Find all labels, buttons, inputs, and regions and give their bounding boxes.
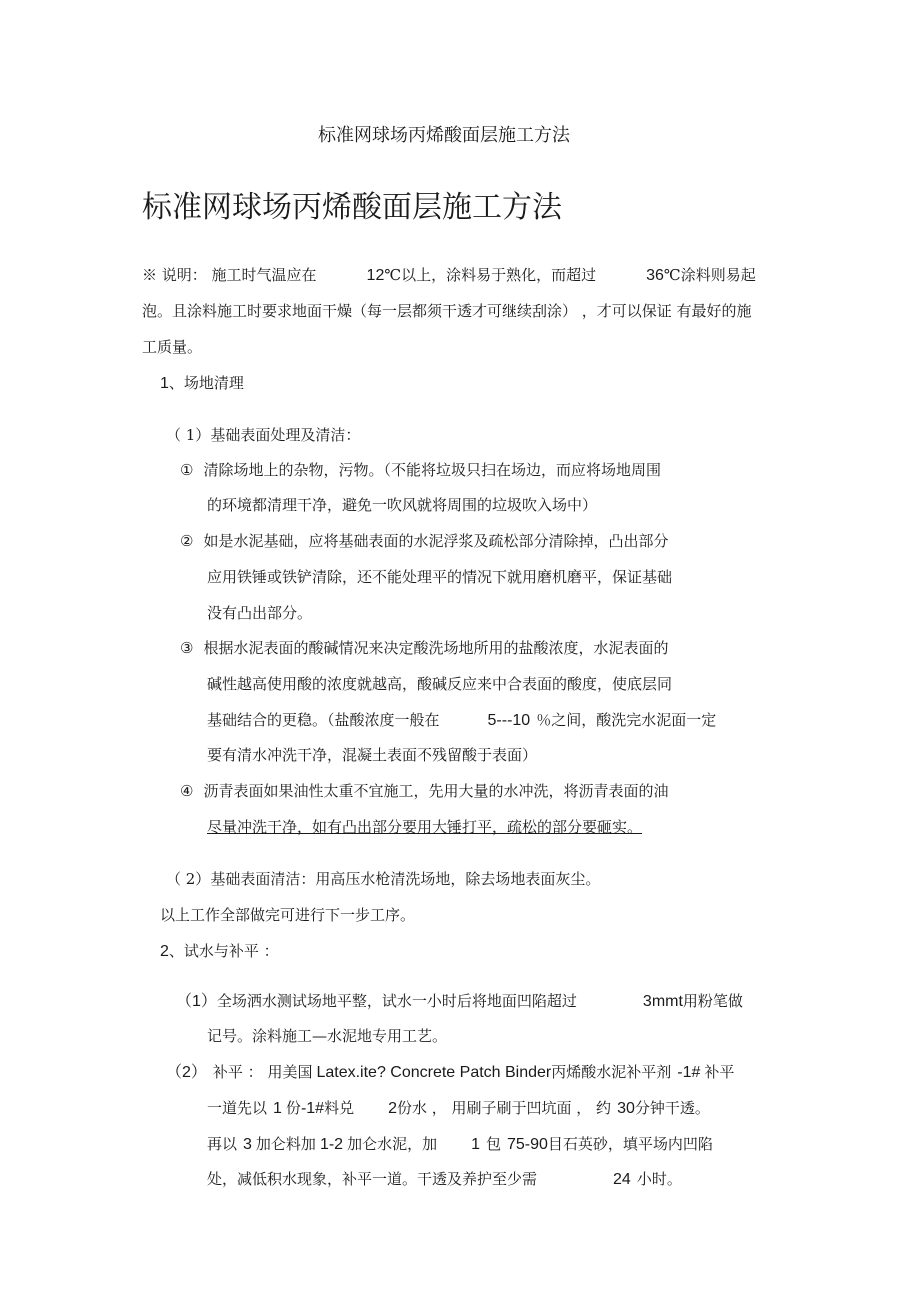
product-name: Latex.ite? Concrete Patch Binder: [316, 1064, 552, 1081]
paragraph-number: （1）: [176, 993, 217, 1010]
note-line-2: 泡。且涂料施工时要求地面干燥（每一层都须干透才可继续刮涂） ，才可以保证 有最好的施: [142, 302, 752, 320]
paragraph-text: 份: [285, 1099, 301, 1117]
paragraph-text: 再以: [207, 1135, 238, 1153]
item-marker: ②: [180, 532, 194, 550]
item-3-line-3: [207, 710, 716, 731]
item-1-line-2: 的环境都清理干净，避免一吹风就将周围的垃圾吹入场中）: [207, 496, 598, 514]
item-3-line-4: 要有清水冲洗干净，混凝土表面不残留酸于表面）: [207, 746, 538, 764]
note-line-3: 工质量。: [142, 338, 203, 356]
paragraph-text: 用粉笔做: [682, 992, 743, 1010]
item-value: 5---10: [487, 712, 531, 729]
subsection-1-1: [166, 425, 360, 445]
paragraph-text: 加仑料加: [255, 1135, 316, 1153]
paragraph-text: 加仑水泥，加: [347, 1135, 438, 1153]
paragraph-value: -1#: [300, 1100, 325, 1117]
paragraph-2-2-line-1: [166, 1062, 734, 1083]
paragraph-value: 1-2: [319, 1136, 344, 1153]
main-title: 标准网球场丙烯酸面层施工方法: [142, 190, 562, 225]
item-text: 基础结合的更稳。（盐酸浓度一般在: [207, 711, 440, 729]
paragraph-2-2-line-3: [207, 1134, 713, 1155]
paragraph-2-2-line-4: [207, 1169, 682, 1190]
paragraph-2-1-line-2: 记号。涂料施工—水泥地专用工艺。: [207, 1027, 448, 1045]
section-number: 1: [160, 375, 169, 392]
paragraph-2-2-line-2: [207, 1098, 710, 1119]
item-2-line-1: [180, 531, 668, 551]
paragraph-text: 丙烯酸水泥补平剂: [551, 1063, 672, 1081]
note-value: 12: [366, 267, 385, 284]
section-title: 、试水与补平 ：: [168, 942, 279, 960]
item-2-line-2: 应用铁锤或铁铲清除，还不能处理平的情况下就用磨机磨平，保证基础: [207, 568, 673, 586]
paragraph-value: 1: [471, 1136, 480, 1153]
paragraph-number: （2）: [166, 1064, 207, 1081]
item-marker: ①: [180, 461, 194, 479]
paragraph-text: 全场洒水测试场地平整，试水一小时后将地面凹陷超过: [216, 992, 577, 1010]
subsection-1-2: [166, 869, 600, 889]
paragraph-value: 75-90: [507, 1136, 548, 1153]
note-line-1: [142, 265, 756, 286]
paragraph-text: 处，减低积水现象，补平一道。干透及养护至少需: [207, 1170, 538, 1188]
section-number: 2: [160, 943, 169, 960]
note-value: 36: [646, 267, 664, 284]
paragraph-value: 30: [617, 1100, 635, 1117]
subsection-number: （ 2）: [166, 870, 211, 888]
header-title: 标准网球场丙烯酸面层施工方法: [318, 125, 570, 146]
paragraph-value: 2: [388, 1100, 397, 1117]
note-text: ℃以上，涂料易于熟化，而超过: [384, 266, 597, 284]
paragraph-text: 料兑: [324, 1099, 355, 1117]
paragraph-text: 一道先以: [207, 1099, 268, 1117]
paragraph-text: 小时。: [636, 1170, 682, 1188]
paragraph-text: 补平 ： 用美国: [212, 1063, 313, 1081]
section-2-heading: [160, 941, 279, 962]
item-1-line-1: [180, 460, 661, 480]
item-4-line-1: [180, 781, 668, 801]
section-1-heading: [160, 373, 244, 394]
paragraph-text: 补平: [704, 1063, 735, 1081]
paragraph-2-1-line-1: [176, 991, 743, 1012]
item-3-line-1: [180, 638, 668, 658]
item-text: 根据水泥表面的酸碱情况来决定酸洗场地所用的盐酸浓度，水泥表面的: [203, 639, 669, 657]
paragraph-value: -1#: [677, 1064, 701, 1081]
item-4-line-2: 尽量冲洗干净，如有凸出部分要用大锤打平，疏松的部分要砸实。: [207, 818, 643, 836]
paragraph-text: 份水 ， 用刷子刷于凹坑面 ， 约: [396, 1099, 612, 1117]
item-text: 沥青表面如果油性太重不宜施工，先用大量的水冲洗，将沥青表面的油: [203, 782, 669, 800]
paragraph-value: 3: [243, 1136, 252, 1153]
item-marker: ④: [180, 782, 194, 800]
note-text: ℃涂料则易起: [663, 266, 756, 284]
paragraph-text: 分钟干透。: [634, 1099, 710, 1117]
subsection-title: 基础表面处理及清洁：: [210, 426, 361, 444]
subsection-number: （ 1）: [166, 426, 211, 444]
item-text: 如是水泥基础，应将基础表面的水泥浮浆及疏松部分清除掉，凸出部分: [203, 532, 669, 550]
item-2-line-3: 没有凸出部分。: [207, 604, 313, 622]
item-marker: ③: [180, 639, 194, 657]
item-text: 清除场地上的杂物，污物。（不能将垃圾只扫在场边，而应将场地周围: [203, 461, 661, 479]
note-text: ※ 说明： 施工时气温应在: [142, 266, 317, 284]
paragraph-value: 1: [273, 1100, 282, 1117]
section-1-conclusion: 以上工作全部做完可进行下一步工序。: [160, 906, 416, 924]
paragraph-text: 目石英砂，填平场内凹陷: [547, 1135, 713, 1153]
paragraph-value: 3mmt: [642, 993, 683, 1010]
paragraph-text: 包: [485, 1135, 501, 1153]
paragraph-value: 24: [613, 1171, 631, 1188]
subsection-text: 基础表面清洁：用高压水枪清洗场地，除去场地表面灰尘。: [210, 870, 601, 888]
section-title: 、场地清理: [168, 374, 244, 392]
item-3-line-2: 碱性越高使用酸的浓度就越高，酸碱反应来中合表面的酸度，使底层同: [207, 675, 673, 693]
item-text: ％之间，酸洗完水泥面一定: [536, 711, 717, 729]
